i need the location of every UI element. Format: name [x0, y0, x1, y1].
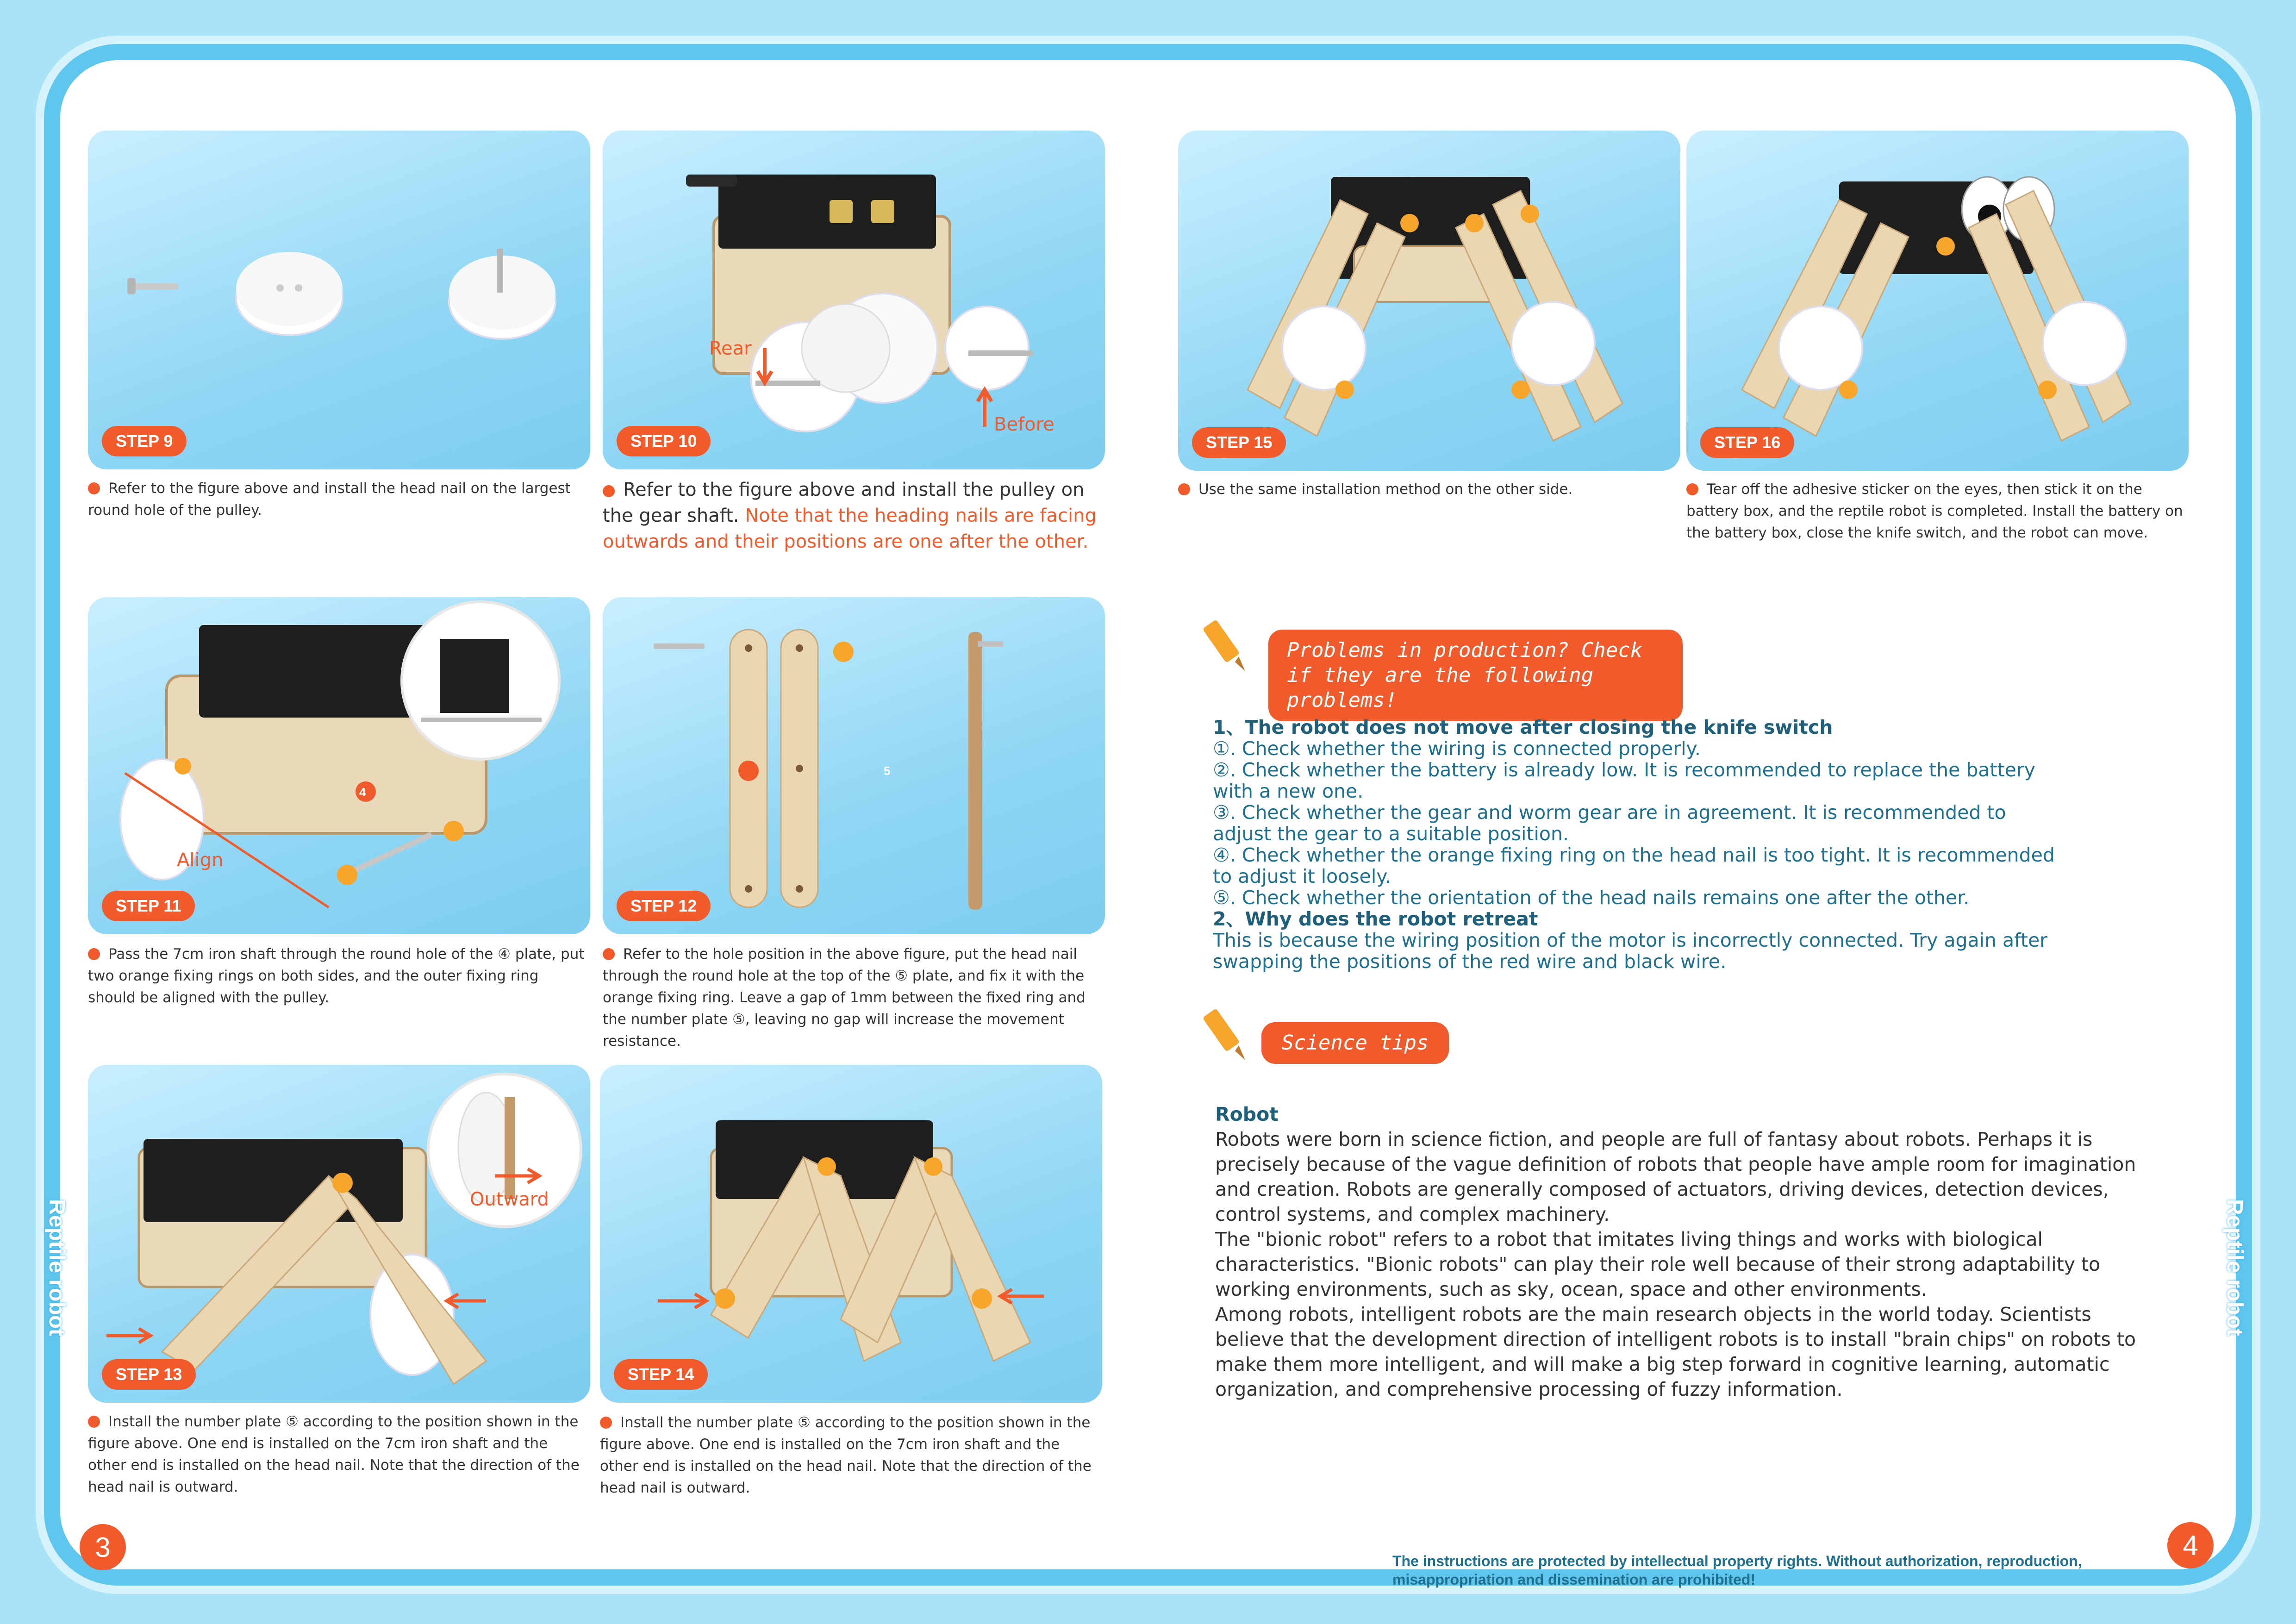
step14-illustration: [600, 1065, 1102, 1403]
problem-1-item-1: ①. Check whether the wiring is connected properly.: [1213, 737, 1701, 760]
science-heading: Robot: [1215, 1103, 1279, 1125]
step13-outward-label: Outward: [470, 1189, 549, 1210]
step9-panel: [88, 131, 590, 469]
step10-caption: [603, 477, 1105, 555]
step16-caption: [1686, 479, 2189, 544]
step14-badge: STEP 14: [614, 1359, 708, 1390]
science-paragraph-1: Robots were born in science fiction, and people are full of fantasy about robots. Perhaps it is precisely because of the vague definition of robots that people have ample room for imagination and creation. Robots are generally composed of actuators, driving devices, detection devices, control systems, and complex machinery.: [1215, 1128, 2136, 1225]
step9-illustration: [88, 131, 590, 469]
step12-plate-number: 5: [884, 764, 891, 778]
step15-caption-text: Use the same installation method on the other side.: [1198, 481, 1573, 498]
science-section: [1215, 1102, 2159, 1402]
step16-illustration: [1686, 131, 2189, 471]
step11-panel: [88, 597, 590, 934]
step11-illustration: [88, 597, 590, 934]
problems-callout: Problems in production? Check if they are the following problems!: [1268, 630, 1683, 721]
step13-badge: STEP 13: [102, 1359, 196, 1390]
step11-align-label: Align: [177, 849, 224, 871]
problem-2-heading: 2、Why does the robot retreat: [1213, 908, 1538, 930]
page-number-right: 4: [2167, 1522, 2214, 1568]
page-number-left: 3: [80, 1524, 126, 1570]
step10-before-label: Before: [994, 414, 1054, 435]
step9-badge: STEP 9: [102, 426, 187, 456]
step12-badge: STEP 12: [617, 891, 711, 921]
step15-badge: STEP 15: [1192, 427, 1286, 458]
step14-panel: [600, 1065, 1102, 1403]
science-paragraph-2: The "bionic robot" refers to a robot that imitates living things and works with biological characteristics. "Bionic robots" can play their role well because of their strong adaptability to working environments, such as sky, ocean, space and other environments.: [1215, 1228, 2101, 1300]
problem-1-item-5: ⑤. Check whether the orientation of the head nails remains one after the other.: [1213, 887, 1970, 909]
step12-panel: [603, 597, 1105, 934]
bullet-icon: [1686, 483, 1698, 495]
step13-caption-text: Install the number plate ⑤ according to the position shown in the figure above. One end is installed on the 7cm iron shaft and the other end is installed on the head nail. Note that the direction of the head nail is outward.: [88, 1413, 580, 1495]
step14-caption-text: Install the number plate ⑤ according to the position shown in the figure above. One end is installed on the 7cm iron shaft and the other end is installed on the head nail. Note that the direction of the head nail is outward.: [600, 1414, 1092, 1496]
step16-caption-text: Tear off the adhesive sticker on the eyes, then stick it on the battery box, and the reptile robot is completed. Install the battery on the battery box, close the knife switch, and the robot can move.: [1686, 481, 2183, 541]
bullet-icon: [603, 948, 615, 960]
legal-notice: The instructions are protected by intellectual property rights. Without authorization, reproduction, misappropriation and dissemination are prohibited!: [1392, 1553, 2082, 1588]
problem-1-heading: 1、The robot does not move after closing the knife switch: [1213, 716, 1833, 738]
bullet-icon: [603, 485, 615, 497]
side-label-right: Reptile robot: [2222, 1199, 2247, 1336]
science-tips-callout: Science tips: [1261, 1022, 1449, 1064]
step12-illustration: [603, 597, 1105, 934]
step15-illustration: [1178, 131, 1680, 471]
side-label-left: Reptile robot: [44, 1199, 69, 1336]
science-paragraph-3: Among robots, intelligent robots are the main research objects in the world today. Scientists believe that the development direction of intelligent robots is to install "brain chips" on robots to make them more intelligent, and will make a big step forward in cognitive learning, automatic organization, and comprehensive processing of fuzzy information.: [1215, 1303, 2136, 1400]
step12-caption-text: Refer to the hole position in the above figure, put the head nail through the round hole at the top of the ⑤ plate, and fix it with the orange fixing ring. Leave a gap of 1mm between the fixed ring and the number plate ⑤, leaving no gap will increase the movement resistance.: [603, 946, 1086, 1049]
pencil-icon: [1199, 616, 1254, 676]
problem-2-answer: This is because the wiring position of the motor is incorrectly connected. Try again after swapping the positions of the red wire and black wire.: [1213, 929, 2048, 973]
bullet-icon: [600, 1417, 612, 1429]
step10-panel: [603, 131, 1105, 469]
step15-caption: [1178, 479, 1680, 500]
bullet-icon: [88, 948, 100, 960]
pencil-icon: [1199, 1005, 1254, 1065]
problem-1-item-3: ③. Check whether the gear and worm gear are in agreement. It is recommended to adjust the gear to a suitable position.: [1213, 801, 2006, 845]
step14-caption: [600, 1412, 1102, 1499]
problem-1-item-4: ④. Check whether the orange fixing ring on the head nail is too tight. It is recommended to adjust it loosely.: [1213, 844, 2055, 887]
step10-caption-text: Refer to the figure above and install the pulley on the gear shaft.: [603, 479, 1085, 526]
step10-rear-label: Rear: [709, 338, 752, 359]
step13-illustration: [88, 1065, 590, 1403]
step13-caption: [88, 1411, 590, 1498]
step11-badge: STEP 11: [102, 891, 195, 921]
problems-section: [1213, 717, 2069, 972]
step16-panel: [1686, 131, 2189, 471]
bullet-icon: [88, 1416, 100, 1428]
step12-caption: [603, 943, 1105, 1052]
step10-caption-highlight: Note that the heading nails are facing outwards and their positions are one after the other.: [603, 505, 1097, 552]
step11-plate-number: 4: [359, 785, 366, 799]
step11-caption-text: Pass the 7cm iron shaft through the round hole of the ④ plate, put two orange fixing rings on both sides, and the outer fixing ring should be aligned with the pulley.: [88, 946, 585, 1006]
bullet-icon: [1178, 483, 1190, 495]
step11-caption: [88, 943, 590, 1009]
step16-badge: STEP 16: [1700, 427, 1794, 458]
problem-1-item-2: ②. Check whether the battery is already low. It is recommended to replace the battery with a new one.: [1213, 759, 2035, 802]
step15-panel: [1178, 131, 1680, 471]
step9-caption: [88, 478, 590, 521]
step13-panel: [88, 1065, 590, 1403]
step10-badge: STEP 10: [617, 426, 711, 456]
bullet-icon: [88, 482, 100, 494]
step9-caption-text: Refer to the figure above and install the head nail on the largest round hole of the pulley.: [88, 480, 571, 518]
